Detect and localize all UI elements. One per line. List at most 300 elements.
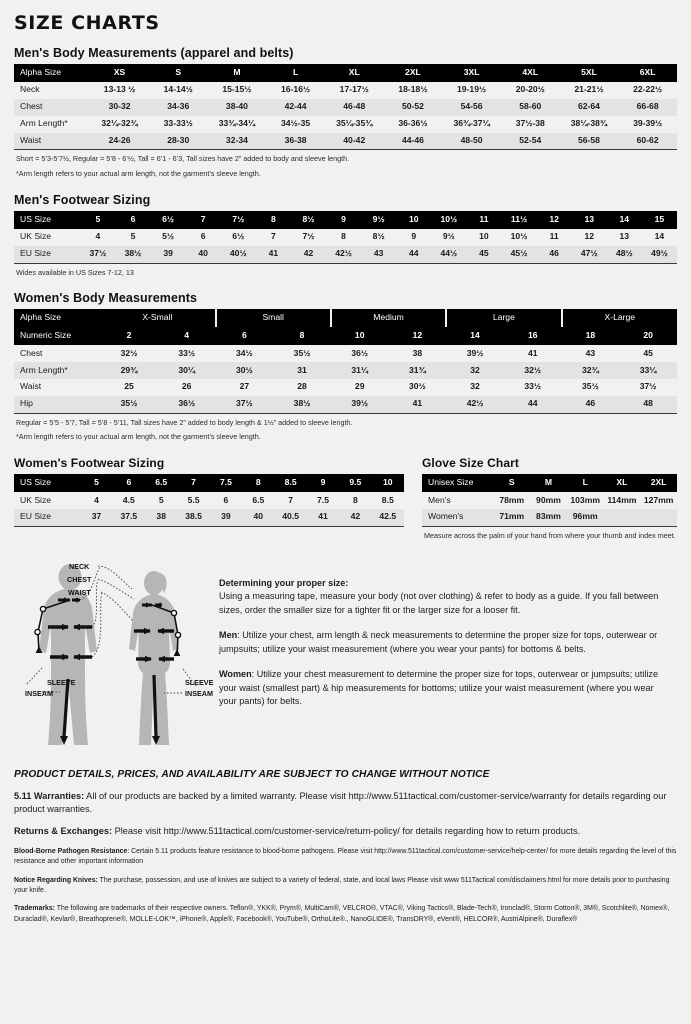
table-cell: 35¼-35¾ [336,118,373,129]
table-cell: 8½ [372,231,385,242]
mens-body-table [14,64,677,150]
table-row [14,379,677,396]
column-header: 5 [80,211,115,229]
table-cell: 7 [288,494,294,505]
column-header: 6.5 [145,474,177,492]
legal-returns [14,825,677,839]
table-cell: 30-32 [90,99,149,116]
table-cell: 8 [352,494,358,505]
column-header: M [530,474,567,492]
table-cell: 8.5 [381,494,394,505]
column-header: 8 [273,327,331,345]
table-cell: 35½ [293,347,311,358]
table-row [14,362,677,379]
column-header: 7 [177,474,209,492]
womens-footwear-heading: Women's Footwear Sizing [14,456,165,471]
table-cell: 30½ [409,381,426,392]
column-header: 10 [396,211,431,229]
table-cell: 52-54 [501,133,560,150]
table-cell: 103mm [570,494,600,505]
mens-footwear-notes [14,268,677,279]
measurement-figure-svg [14,555,219,755]
table-cell: 15-15½ [222,84,252,95]
table-cell: 48 [619,396,677,413]
table-cell: 38½ [273,396,331,413]
column-header: 9½ [361,211,396,229]
table-cell: 4 [94,494,99,505]
column-header: 10 [372,474,404,492]
womens-body-notes [14,418,677,444]
table-cell: 42-44 [266,99,325,116]
legal-pathogen-label: Blood-Borne Pathogen Resistance [14,848,128,856]
column-header: 20 [619,327,677,345]
male-elbow-point [35,629,40,634]
sizing-instructions [219,555,677,710]
column-header: 8 [242,474,274,492]
table-row [14,82,677,99]
table-cell: 39½ [466,347,484,358]
table-cell: 39½ [331,396,389,413]
label-sleeve-right: SLEEVE [185,677,214,687]
column-header: 5 [80,474,112,492]
footnote: Short = 5’3-5’7½, Regular = 5’8 - 6’½, Tall = 6’1 - 6’3, Tall sizes have 2” added to body and sleeve length. [16,154,350,164]
instructions-women-text: : Utilize your chest measurement to determine the proper size for tops, outerwear or jumpsuits; utilize your waist (smallest part) & hip measurements for bottoms; utilize your waist measurement (where you wear your pants) for belts. [219,668,659,707]
legal-title: PRODUCT DETAILS, PRICES, AND AVAILABILITY ARE SUBJECT TO CHANGE WITHOUT NOTICE [14,768,490,780]
table-cell: 14-14½ [163,84,193,95]
legal-returns-label: Returns & Exchanges: [14,826,113,837]
legal-knives-label: Notice Regarding Knives: [14,876,98,884]
table-cell: 42 [339,509,371,526]
table-cell: 32 [446,362,504,379]
table-cell: 11 [549,231,559,242]
footnote: *Arm length refers to your actual arm length, not the garment’s sleeve length. [16,432,261,442]
table-cell: 50-52 [384,99,443,116]
table-cell: 27 [239,381,250,392]
row-label: Arm Length* [14,362,100,379]
section-glove [422,456,677,541]
table-cell: 8 [341,231,346,242]
column-header: 12 [537,211,572,229]
column-header: 9.5 [339,474,371,492]
body-measurement-diagram [14,555,219,755]
table-cell: 30¼ [158,362,216,379]
table-cell: 35½ [100,396,158,413]
table-cell: 32¾ [562,362,620,379]
table-cell: 6 [200,231,206,242]
column-header: 14 [607,211,642,229]
column-header: M [208,64,267,82]
table-cell: 32-34 [208,133,267,150]
table-row [14,345,677,362]
table-cell: 37½ [80,246,115,263]
table-cell: 32½ [504,362,562,379]
column-header: 8½ [291,211,326,229]
table-cell: 41 [307,509,339,526]
table-cell: 49½ [642,246,677,263]
table-cell: 54-56 [442,99,501,116]
table-header-row [14,327,677,345]
row-label: Arm Length* [20,118,68,129]
column-header: 6 [115,211,150,229]
column-header: 10 [331,327,389,345]
row-label: EU Size [14,509,80,526]
table-cell: 96mm [567,509,604,526]
table-cell: 36¾-37¼ [453,118,490,129]
table-cell: 34-36 [149,99,208,116]
row-label: UK Size [20,231,52,242]
column-header-label: Unisex Size [422,474,493,492]
column-header: 2XL [384,64,443,82]
page-title: SIZE CHARTS [14,12,160,34]
table-cell: 4.5 [122,494,135,505]
section-measure-guide [14,555,677,755]
table-cell: 29 [354,381,365,392]
table-cell: 46-48 [325,99,384,116]
row-label: Hip [14,396,100,413]
label-neck: NECK [69,561,90,571]
column-header: 2 [100,327,158,345]
table-cell: 42½ [446,396,504,413]
column-header: 2XL [640,474,677,492]
table-header-row [422,474,677,492]
column-header: 11 [466,211,501,229]
table-row [14,229,677,246]
table-cell: 18-18½ [398,84,428,95]
section-mens-footwear [14,193,677,278]
table-cell: 41 [256,246,291,263]
table-cell: 36½ [351,347,369,358]
column-header: L [266,64,325,82]
column-header: 6 [216,327,274,345]
table-header-row [14,64,677,82]
table-cell: 40-42 [325,133,384,150]
column-header: 4 [158,327,216,345]
table-cell: 45 [466,246,501,263]
table-cell: 28-30 [149,133,208,150]
table-cell: 30½ [216,362,274,379]
table-cell: 24-26 [90,133,149,150]
table-cell: 9 [411,231,417,242]
table-cell: 20-20½ [515,84,545,95]
table-cell: 44 [396,246,431,263]
table-cell: 127mm [643,494,674,505]
label-waist: WAIST [68,587,91,597]
column-header: 14 [446,327,504,345]
table-cell: 38 [145,509,177,526]
legal-knives [14,876,677,897]
legal-trademarks-text: The following are trademarks of their respective owners. Teflon®, YKK®, Prym®, MultiCam®, VELCRO®, VTAC®, Viking Tactics®, Blade-Tech®, Ironclad®, Storm Cotton®, 3M®, Scotchlite®, Nomex®, Duraclad®, Kevlar®, Breathoprene®, MOLLE-LOK™, iPhone®, Apple®, Facebook®, YouTube®, OrthoLite®., NanoGLIDE®, TransDRY®, eVent®, HELCOR®, AustriAlpine®, Duraflex® [14,905,670,923]
column-header: 7 [186,211,221,229]
section-footwear-gloves [14,456,677,541]
alpha-group-header: X-Large [562,309,677,327]
table-cell: 44-46 [384,133,443,150]
column-header-label: Numeric Size [14,327,100,345]
table-cell: 38½ [115,246,150,263]
table-cell: 60-62 [618,133,677,150]
row-label: Chest [14,99,90,116]
alpha-group-header: Large [446,309,561,327]
instructions-women-label: Women [219,668,252,679]
table-row [14,116,677,133]
table-cell: 10½ [510,231,528,242]
section-womens-body [14,291,677,443]
table-cell: 45½ [501,246,536,263]
table-cell: 44½ [431,246,466,263]
table-cell: 33½ [524,381,542,392]
male-shoulder-point [40,606,45,611]
table-row [14,99,677,116]
column-header: L [567,474,604,492]
womens-body-table [14,309,677,413]
table-cell: 58-60 [501,99,560,116]
womens-body-heading: Women's Body Measurements [14,291,198,306]
column-header: 5XL [560,64,619,82]
table-cell: 48-50 [442,133,501,150]
table-cell: 42½ [326,246,361,263]
table-cell: 45 [643,347,653,358]
legal-warranties-text: All of our products are backed by a limited warranty. Please visit http://www.511tactical.com/customer-service/warranty for details regarding our product warranties. [14,790,667,815]
label-inseam-left: INSEAM [25,688,53,698]
column-header: 7½ [221,211,256,229]
glove-heading: Glove Size Chart [422,456,519,471]
table-cell: 62-64 [560,99,619,116]
column-header: 8 [256,211,291,229]
instructions-men-text: : Utilize your chest, arm length & neck measurements to determine the proper size for tops, outerwear or jumpsuits; utilize your waist measurement (where you wear your pants) for bottoms & belts. [219,630,658,654]
row-label: Men's [428,494,451,505]
column-header: 6 [113,474,145,492]
row-label: Waist [20,381,42,392]
instructions-men-label: Men [219,630,238,641]
instructions-women [219,668,671,709]
table-header-row [14,211,677,229]
table-cell: 37 [80,509,112,526]
table-cell: 44 [504,396,562,413]
column-header: 4XL [501,64,560,82]
table-cell: 9½ [442,231,455,242]
table-cell: 13-13 ½ [103,84,136,95]
footnote: Wides available in US Sizes 7-12, 13 [16,267,134,277]
table-cell: 25 [124,381,134,392]
table-row [14,396,677,413]
table-cell: 33¼ [619,362,677,379]
table-cell: 38-40 [208,99,267,116]
table-cell: 48½ [607,246,642,263]
table-cell: 32¼-32¾ [101,118,138,129]
table-cell: 39 [151,246,186,263]
table-cell: 32½ [120,347,138,358]
legal-trademarks [14,904,677,925]
table-cell: 114mm [607,494,637,505]
mens-footwear-heading: Men's Footwear Sizing [14,192,151,207]
table-cell: 38¼-38¾ [570,118,608,129]
table-cell: 34½-35 [281,118,311,129]
legal-warranties-label: 5.11 Warranties: [14,790,85,801]
table-cell: 42.5 [372,509,404,526]
glove-table [422,474,677,527]
table-cell: 38.5 [177,509,209,526]
mens-body-heading: Men's Body Measurements (apparel and belts) [14,46,294,60]
legal-pathogen-text: : Certain 5.11 products feature resistance to blood-borne pathogens. Please visit http://www.511tactical.com/customer-service/help-center/ for more details regarding the level of this resistance and other important information [14,848,677,866]
table-cell: 40 [242,509,274,526]
table-cell: 56-58 [560,133,619,150]
footnote: Measure across the palm of your hand from where your thumb and index meet. [424,530,676,540]
instructions-intro [219,577,671,618]
column-header: 8.5 [274,474,306,492]
table-cell: 31¼ [331,362,389,379]
column-header: 16 [504,327,562,345]
mens-footwear-table [14,211,677,264]
column-header: S [149,64,208,82]
column-header-label: US Size [14,474,80,492]
glove-notes [422,531,677,542]
table-cell [640,509,677,526]
legal-pathogen [14,847,677,868]
table-cell: 37.5 [113,509,145,526]
table-cell: 14 [654,231,665,242]
table-cell: 36½ [158,396,216,413]
column-header: XL [604,474,641,492]
table-row [14,492,404,509]
table-cell: 36-36½ [398,118,428,129]
table-row [422,492,677,509]
table-cell: 22-22½ [633,84,663,95]
section-mens-body [14,46,677,180]
alpha-group-header: Small [216,309,331,327]
instructions-heading: Determining your proper size: [219,577,349,588]
table-cell: 90mm [536,494,561,505]
table-group-header-row [14,309,677,327]
column-header: XS [90,64,149,82]
column-header: S [493,474,530,492]
label-chest: CHEST [67,574,92,584]
table-cell: 26 [181,381,192,392]
table-cell: 16-16½ [281,84,311,95]
table-cell: 6½ [232,231,245,242]
table-cell: 43 [585,347,596,358]
column-header: 11½ [501,211,536,229]
table-cell: 13 [619,231,630,242]
table-cell: 33¾-34¼ [218,118,256,129]
table-cell: 31 [273,362,331,379]
table-cell: 78mm [499,494,525,505]
table-cell: 17-17½ [339,84,369,95]
column-header: 18 [562,327,620,345]
table-cell [604,509,641,526]
table-cell: 41 [527,347,538,358]
column-header-label: US Size [14,211,80,229]
row-label: Chest [20,347,43,358]
table-cell: 46 [562,396,620,413]
column-header-label: Alpha Size [14,64,90,82]
female-elbow-point [175,632,180,637]
table-cell: 31¾ [389,362,447,379]
table-cell: 7.5 [317,494,329,505]
column-header: 15 [642,211,677,229]
table-cell: 83mm [530,509,567,526]
table-cell: 5 [158,494,164,505]
table-row [14,133,677,150]
row-label: EU Size [14,246,80,263]
table-cell: 46 [537,246,572,263]
table-cell: 29¾ [100,362,158,379]
row-label: Neck [20,84,40,95]
column-header: XL [325,64,384,82]
table-cell: 40.5 [274,509,306,526]
column-header: 13 [572,211,607,229]
table-row [14,509,404,526]
mens-body-notes [14,154,677,180]
table-cell: 39-39½ [633,118,663,129]
table-cell: 7 [270,231,276,242]
table-cell: 37½-38 [515,118,545,129]
table-cell: 12 [584,231,594,242]
column-header: 12 [389,327,447,345]
instructions-men [219,629,671,657]
table-cell: 33½ [178,347,196,358]
column-header: 7.5 [210,474,242,492]
row-label: UK Size [20,494,52,505]
table-cell: 6 [223,494,229,505]
table-cell: 40 [186,246,221,263]
legal-returns-text: Please visit http://www.511tactical.com/customer-service/return-policy/ for details regarding how to return products. [112,826,581,837]
table-cell: 66-68 [618,99,677,116]
table-cell: 5½ [162,231,175,242]
table-cell: 37½ [639,381,657,392]
section-womens-footwear [14,456,404,527]
table-header-row [14,474,404,492]
legal-knives-text: The purchase, possession, and use of knives are subject to a variety of federal, state, and local laws Please visit www 511Tactical com/disclaimers.html for more details prior to purchasing your knife. [14,876,670,895]
footnote: *Arm length refers to your actual arm length, not the garment’s sleeve length. [16,169,261,179]
table-row [422,509,677,526]
table-cell: 33-33½ [163,118,193,129]
label-sleeve-left: SLEEVE [47,677,76,687]
table-cell: 19-19½ [457,84,487,95]
table-cell: 39 [210,509,242,526]
table-cell: 10 [479,231,489,242]
table-row [14,246,677,263]
table-cell: 36-38 [266,133,325,150]
footnote: Regular = 5’5 - 5’7, Tall = 5’8 - 5’11, Tall sizes have 2” added to body length & 1½” added to sleeve length. [16,417,353,427]
table-cell: 43 [361,246,396,263]
column-header: 10½ [431,211,466,229]
table-cell: 35½ [582,381,599,392]
table-cell: 34½ [236,347,253,358]
table-cell: 4 [95,231,101,242]
table-cell: 21-21½ [574,84,604,95]
table-cell: 5 [130,231,136,242]
table-cell: 32 [470,381,480,392]
table-cell: 47½ [572,246,607,263]
womens-footwear-table [14,474,404,527]
column-header: 9 [326,211,361,229]
row-label: Women's [422,509,493,526]
column-header: 3XL [442,64,501,82]
column-header-label: Alpha Size [14,309,100,327]
column-header: 6XL [618,64,677,82]
table-cell: 28 [297,381,307,392]
row-label: Waist [14,133,90,150]
table-cell: 41 [389,396,447,413]
alpha-group-header: X-Small [100,309,215,327]
legal-trademarks-label: Trademarks: [14,905,55,913]
column-header: 6½ [151,211,186,229]
table-cell: 37½ [216,396,274,413]
legal-warranties [14,790,677,818]
table-cell: 7½ [302,231,315,242]
female-shoulder-point [171,610,176,615]
table-cell: 6.5 [252,494,265,505]
column-header: 9 [307,474,339,492]
